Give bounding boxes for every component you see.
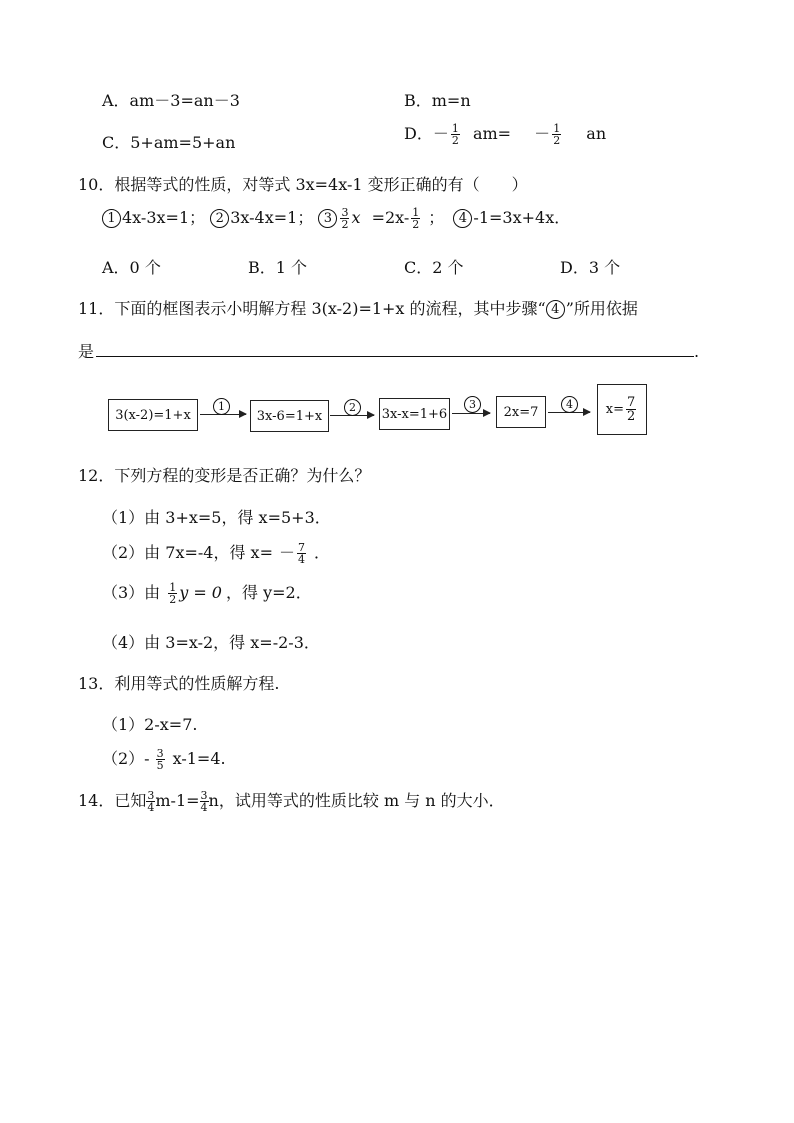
- q10-option-c: C．2 个: [404, 258, 464, 277]
- circled-number: 1: [102, 209, 121, 228]
- fraction: $\frac{7}{4}$: [298, 541, 305, 566]
- circled-number: 4: [546, 300, 565, 319]
- flow-step-2: 2: [344, 399, 362, 416]
- fraction: $\frac{3}{2}$: [341, 206, 349, 231]
- q9-option-d: D．－ $\frac{1}{2}$ am= － $\frac{1}{2}$ an: [404, 122, 607, 147]
- q10-option-a: A．0 个: [102, 258, 161, 277]
- q13-item-2: （2）- $\frac{3}{5}$ x-1=4.: [102, 747, 226, 772]
- circled-number: 3: [318, 209, 337, 228]
- flow-arrow-3: [452, 413, 490, 414]
- q10-option-d: D．3 个: [560, 258, 621, 277]
- answer-blank[interactable]: [96, 338, 694, 357]
- flow-step-4: 4: [561, 396, 579, 413]
- circled-number: 2: [210, 209, 229, 228]
- flow-step-3: 3: [464, 396, 482, 413]
- flow-step-1: 1: [213, 398, 231, 415]
- q12-item-4: （4）由 3=x-2，得 x=-2-3．: [102, 633, 320, 652]
- q11-answer-line: 是 .: [78, 338, 699, 362]
- flow-box-5: x= $\frac{7}{2}$: [597, 384, 647, 435]
- flow-box-2: 3x-6=1+x: [250, 400, 329, 432]
- q12-item-2: （2）由 7x=-4，得 x= － $\frac{7}{4}$ ．: [102, 541, 331, 566]
- q10-option-b: B．1 个: [248, 258, 308, 277]
- q9-option-b: B．m=n: [404, 91, 471, 110]
- q10-stem: 10．根据等式的性质，对等式 3x=4x-1 变形正确的有（ ）: [78, 175, 528, 194]
- q13-item-1: （1）2-x=7.: [102, 715, 198, 734]
- q14-stem: 14．已知 $\frac{3}{4}$ m-1= $\frac{3}{4}$ n，试用等式的性质比较 m 与 n 的大小．: [78, 789, 505, 814]
- fraction: $\frac{1}{2}$: [553, 122, 561, 147]
- fraction: $\frac{1}{2}$: [451, 122, 459, 147]
- q11-stem: 11．下面的框图表示小明解方程 3(x-2)=1+x 的流程，其中步骤“ 4 ”所用依据: [78, 299, 638, 318]
- q9-option-a: A．am－3=an－3: [102, 91, 240, 110]
- fraction: $\frac{1}{2}$: [169, 581, 177, 606]
- fraction: $\frac{1}{2}$: [412, 206, 420, 231]
- q12-item-1: （1）由 3+x=5，得 x=5+3．: [102, 508, 331, 527]
- fraction: $\frac{3}{5}$: [156, 747, 164, 772]
- fraction: $\frac{3}{4}$: [147, 789, 155, 814]
- fraction: $\frac{7}{2}$: [626, 395, 636, 424]
- flow-box-1: 3(x-2)=1+x: [108, 399, 198, 431]
- q9-option-c: C．5+am=5+an: [102, 133, 236, 152]
- q12-item-3: （3）由 $\frac{1}{2}$ y = 0 ，得 y=2．: [102, 581, 312, 606]
- q10-choices: 1 4x-3x=1； 2 3x-4x=1； 3 $\frac{3}{2}$ x =2x- $\frac{1}{2}$ ； 4 -1=3x+4x．: [102, 205, 570, 230]
- flow-box-4: 2x=7: [496, 396, 546, 428]
- q12-stem: 12．下列方程的变形是否正确？为什么？: [78, 466, 371, 485]
- fraction: $\frac{3}{4}$: [200, 789, 208, 814]
- flow-box-3: 3x-x=1+6: [379, 398, 450, 430]
- circled-number: 4: [453, 209, 472, 228]
- q13-stem: 13．利用等式的性质解方程.: [78, 674, 280, 693]
